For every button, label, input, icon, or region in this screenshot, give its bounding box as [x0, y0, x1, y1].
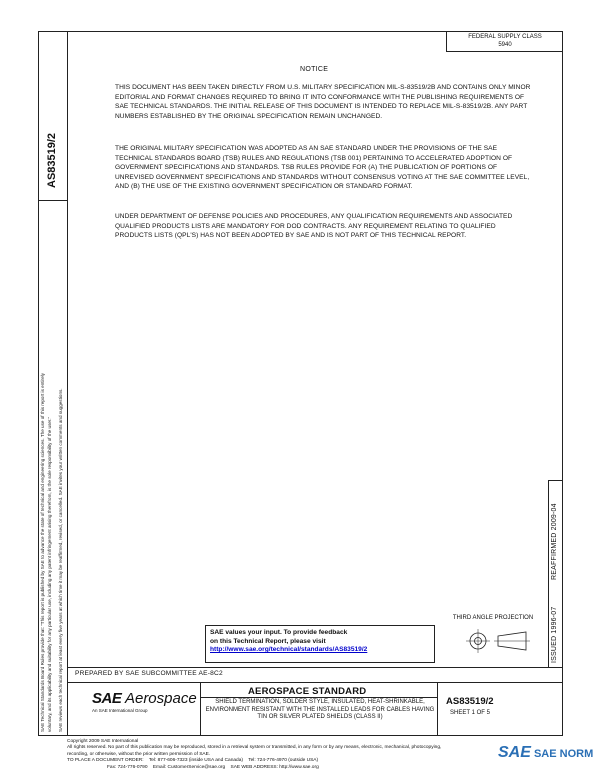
title-block-div-2	[437, 682, 438, 736]
footer-line-5: Fax: 724-776-0790 Email: CustomerService@sae.org SAE WEB ADDRESS: http://www.sae.org	[67, 764, 319, 770]
logo-aerospace: Aerospace	[124, 690, 197, 707]
projection-symbol-icon	[438, 621, 548, 661]
side-disclaimer-line-2: voluntary, and its applicability and suitability for any particular use, including any patent infringement arising therefrom, is the sole responsibility of the user."	[47, 416, 52, 732]
watermark-brand: SAE	[498, 744, 531, 761]
notice-paragraph-1: THIS DOCUMENT HAS BEEN TAKEN DIRECTLY FROM U.S. MILITARY SPECIFICATION MIL-S-83519/2B AND CONTAINS ONLY MINOR EDITORIAL AND FORMAT CHANGES REQUIRED TO BRING IT INTO CONFORMANCE WITH THE PUBLISHING REQUIREMENTS OF SAE TECHNICAL STANDARDS. THE INITIAL RELEASE OF THIS DOCUMENT IS INTENDED TO REPLACE MIL-S-83519/2B. ANY PART NUMBERS ESTABLISHED BY THE ORIGINAL SPECIFICATION REMAIN UNCHANGED.	[115, 84, 531, 120]
side-column-rule	[67, 31, 68, 736]
standard-type: AEROSPACE STANDARD	[248, 686, 367, 697]
side-disclaimer-line-1: SAE Technical Standards Board Rules provide that: "This report is published by SAE to advance the state of technical and engineering sciences. The use of this report is entirely	[40, 373, 45, 732]
feedback-box	[205, 625, 435, 663]
title-block-div-1	[200, 682, 201, 736]
reaffirm-top-rule	[548, 480, 563, 481]
side-disclaimer-line-3: SAE reviews each technical report at least every five years at which time it may be reaffirmed, revised, or cancelled. SAE invites your written comments and suggestions.	[58, 388, 63, 732]
sae-norm-watermark	[498, 744, 593, 762]
standard-number: AS83519/2	[446, 696, 494, 707]
footer-line-4: TO PLACE A DOCUMENT ORDER: Tel: 877-606-7323 (inside USA and Canada) Tel: 724-776-4970 (outside USA)	[67, 758, 319, 764]
logo-sae: SAE	[92, 690, 122, 707]
side-doc-number: AS83519/2	[46, 132, 58, 188]
footer-line-1: Copyright 2009 SAE International	[67, 739, 139, 744]
footer-line-2: All rights reserved. No part of this publication may be reproduced, stored in a retrieval system or transmitted, in any form or by any means, electronic, mechanical, photocopying,	[67, 745, 442, 751]
reaffirmed-date: REAFFIRMED 2009-04	[551, 503, 558, 580]
logo-subtitle: An SAE International Group	[92, 708, 148, 713]
side-docnum-rule	[38, 200, 67, 201]
feedback-line-1: SAE values your input. To provide feedback	[210, 629, 348, 636]
footer-line-3: recording, or otherwise, without the prior written permission of SAE.	[67, 751, 211, 757]
notice-paragraph-3: UNDER DEPARTMENT OF DEFENSE POLICIES AND PROCEDURES, ANY QUALIFICATION REQUIREMENTS AND ASSOCIATED QUALIFIED PRODUCTS LISTS ARE MANDATORY FOR DOD CONTRACTS. ANY REQUIREMENT RELATING TO QUALIFIED PRODUCTS LISTS (QPL'S) HAS NOT BEEN ADOPTED BY SAE AND IS NOT PART OF THIS TECHNICAL REPORT.	[115, 213, 513, 240]
prepared-by: PREPARED BY SAE SUBCOMMITTEE AE-8C2	[75, 670, 223, 677]
federal-supply-class-label: FEDERAL SUPPLY CLASS	[468, 34, 542, 40]
reaffirm-column-rule	[548, 480, 549, 668]
standard-description: SHIELD TERMINATION, SOLDER STYLE, INSULATED, HEAT-SHRINKABLE, ENVIRONMENT RESISTANT WITH THE INSTALLED LEADS FOR CABLES HAVING TIN OR SILVER PLATED SHIELDS (CLASS II)	[205, 699, 435, 721]
watermark-text: SAE NORM	[533, 748, 594, 760]
feedback-line-2: on this Technical Report, please visit	[210, 637, 326, 645]
title-block-sub-rule	[200, 697, 437, 698]
third-angle-projection	[438, 615, 548, 665]
title-block-inner-rule	[67, 682, 563, 683]
issued-date: ISSUED 1996-07	[551, 606, 558, 663]
copyright-footer	[67, 739, 547, 771]
projection-label: THIRD ANGLE PROJECTION	[452, 615, 534, 621]
notice-paragraph-2: THE ORIGINAL MILITARY SPECIFICATION WAS ADOPTED AS AN SAE STANDARD UNDER THE PROVISIONS OF THE SAE TECHNICAL STANDARDS BOARD (TSB) RULES AND REGULATIONS (TSB 001) PERTAINING TO ACCELERATED ADOPTION OF GOVERNMENT SPECIFICATIONS AND STANDARDS. TSB RULES PROVIDE FOR (A) THE PUBLICATION OF PORTIONS OF UNREVISED GOVERNMENT SPECIFICATIONS AND STANDARDS WITHOUT CONSENSUS VOTING AT THE SAE COMMITTEE LEVEL, AND (B) THE USE OF THE EXISTING GOVERNMENT SPECIFICATION OR STANDARD FORMAT.	[115, 145, 530, 191]
federal-supply-class-value: 5940	[498, 42, 512, 48]
title-block-top-rule	[67, 667, 563, 668]
feedback-link[interactable]: http://www.sae.org/technical/standards/AS83519/2	[210, 646, 368, 653]
notice-title: NOTICE	[300, 66, 329, 73]
sheet-number: SHEET 1 OF 5	[450, 710, 490, 716]
sae-aerospace-logo	[92, 690, 197, 707]
federal-supply-class-box	[446, 31, 563, 52]
